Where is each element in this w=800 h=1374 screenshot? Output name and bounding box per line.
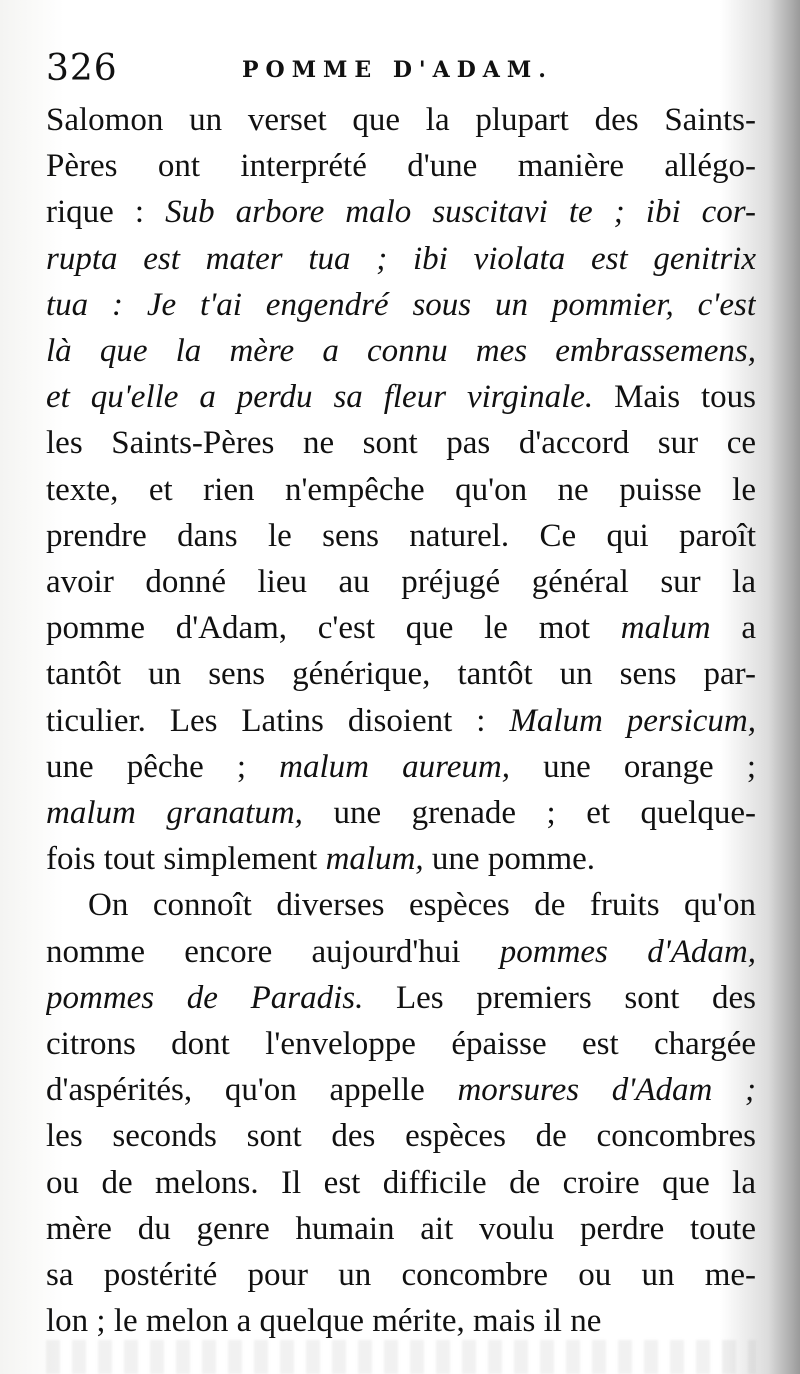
text-line [46,882,756,928]
text-line [46,1298,756,1344]
text-line [46,1113,756,1159]
text-span: une pomme. [423,841,596,878]
text-line [46,467,756,513]
text-line [46,929,756,975]
text-span: avoir donné lieu au préjugé général sur la [46,564,756,601]
italic-text: Sub arbore malo suscitavi te ; ibi cor- [165,194,756,231]
text-line [46,236,756,282]
text-line [46,605,756,651]
text-line [46,651,756,697]
text-line [46,513,756,559]
text-span: On connoît diverses espèces de fruits qu'on [88,887,756,924]
text-span: Pères ont interprété d'une manière allégo- [46,148,756,185]
italic-text: pommes de Paradis. [46,979,364,1016]
show-through-bleed [46,1340,756,1374]
text-line [46,420,756,466]
italic-text: malum aureum, [279,748,510,785]
text-span: Les premiers sont des [363,979,756,1016]
italic-text: rupta est mater tua ; ibi violata est genitrix [46,240,756,277]
italic-text: pommes d'Adam, [499,933,756,970]
italic-text: malum [620,610,711,647]
page-header [46,44,746,94]
text-span: une orange ; [509,748,756,785]
page-body-text [46,97,756,1344]
text-line [46,97,756,143]
text-line [46,143,756,189]
text-span: d'aspérités, qu'on appelle [46,1072,458,1109]
text-line [46,836,756,882]
text-span: lon ; le melon a quelque mérite, mais il ne [46,1303,602,1340]
text-span: Salomon un verset que la plupart des Saints- [46,102,756,138]
text-span: rique : [46,194,166,231]
text-span: pomme d'Adam, c'est que le mot [46,610,621,647]
text-line [46,559,756,605]
text-span: les Saints-Pères ne sont pas d'accord sur ce [46,425,756,462]
text-span: fois tout simplement [46,841,326,878]
text-line [46,1067,756,1113]
text-line [46,790,756,836]
text-span: une pêche ; [46,748,280,785]
running-title: POMME D'ADAM. [242,57,553,83]
text-line [46,282,756,328]
text-line [46,1021,756,1067]
text-span: a [710,610,756,647]
italic-text: là que la mère a connu mes embrassemens, [46,333,756,370]
text-span: une grenade ; et quelque- [302,795,756,832]
italic-text: malum, [325,841,424,878]
text-line [46,1206,756,1252]
text-span: mère du genre humain ait voulu perdre toute [46,1210,756,1247]
text-span: nomme encore aujourd'hui [46,933,500,970]
italic-text: morsures d'Adam ; [457,1072,756,1109]
text-line [46,744,756,790]
text-span: les seconds sont des espèces de concombres [46,1118,756,1155]
text-span: texte, et rien n'empêche qu'on ne puisse le [46,471,756,508]
text-span: ou de melons. Il est difficile de croire que la [46,1164,756,1201]
text-line [46,1252,756,1298]
italic-text: tua : Je t'ai engendré sous un pommier, c'est [46,286,756,323]
text-span: tantôt un sens générique, tantôt un sens par- [46,656,756,693]
text-span: prendre dans le sens naturel. Ce qui paroît [46,517,756,554]
text-span: Mais tous [593,379,756,416]
text-span: ticulier. Les Latins disoient : [46,702,510,739]
text-line [46,328,756,374]
italic-text: et qu'elle a perdu sa fleur virginale. [46,379,594,416]
text-span: citrons dont l'enveloppe épaisse est chargée [46,1026,756,1063]
page-number: 326 [46,48,118,89]
text-line [46,1160,756,1206]
text-line [46,698,756,744]
text-line [46,374,756,420]
italic-text: malum granatum, [46,795,303,832]
text-line [46,975,756,1021]
text-line [46,189,756,235]
italic-text: Malum persicum, [509,702,756,739]
text-span: sa postérité pour un concombre ou un me- [46,1257,756,1294]
